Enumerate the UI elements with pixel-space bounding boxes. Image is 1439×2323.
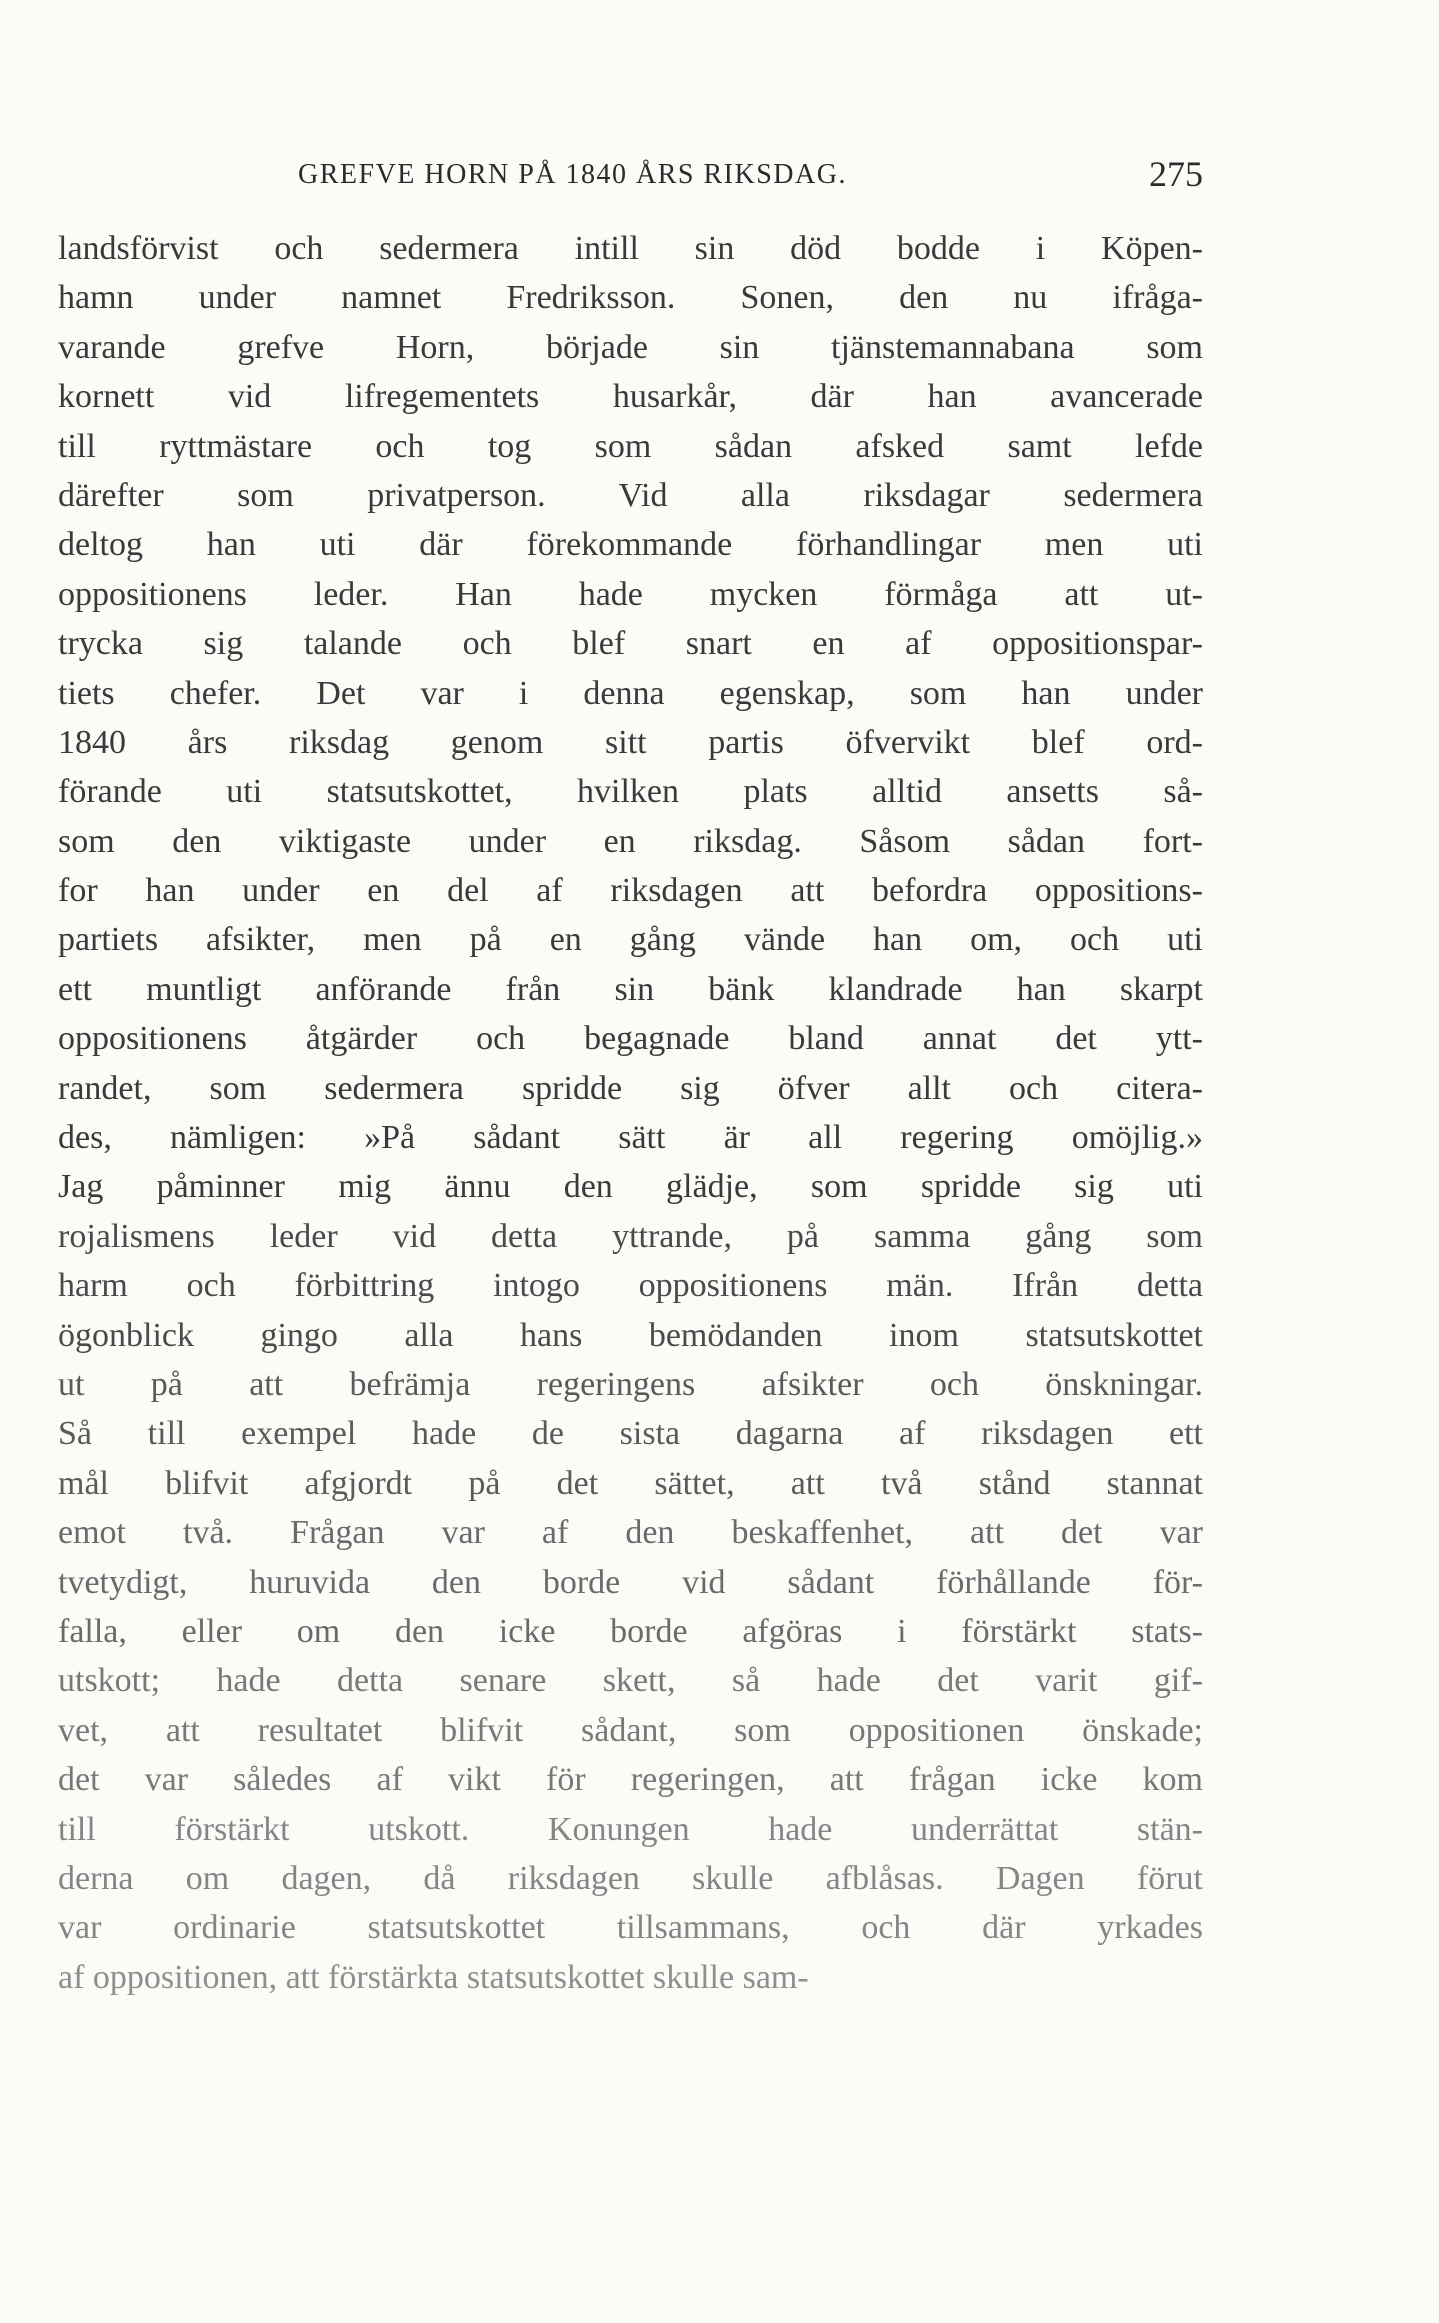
text-line: var ordinarie statsutskottet tillsammans, och där yrkades (58, 1909, 1203, 1947)
page-header (58, 153, 1203, 203)
page-number: 275 (1149, 154, 1203, 194)
text-line: rojalismens leder vid detta yttrande, på samma gång som (58, 1217, 1203, 1255)
text-line: till ryttmästare och tog som sådan afsked samt lefde (58, 427, 1203, 465)
text-line: förande uti statsutskottet, hvilken plats alltid ansetts så- (58, 773, 1203, 811)
text-line: till förstärkt utskott. Konungen hade underrättat stän- (58, 1810, 1203, 1848)
text-line: trycka sig talande och blef snart en af oppositionspar- (58, 625, 1203, 663)
text-line: det var således af vikt för regeringen, att frågan icke kom (58, 1761, 1203, 1799)
text-line: utskott; hade detta senare skett, så hade det varit gif- (58, 1662, 1203, 1700)
text-line: des, nämligen: »På sådant sätt är all regering omöjlig.» (58, 1119, 1203, 1157)
text-line: vet, att resultatet blifvit sådant, som oppositionen önskade; (58, 1711, 1203, 1749)
text-line: ögonblick gingo alla hans bemödanden inom statsutskottet (58, 1316, 1203, 1354)
text-line: randet, som sedermera spridde sig öfver allt och citera- (58, 1069, 1203, 1107)
text-line: falla, eller om den icke borde afgöras i förstärkt stats- (58, 1612, 1203, 1650)
text-line: kornett vid lifregementets husarkår, där han avancerade (58, 378, 1203, 416)
text-line: tiets chefer. Det var i denna egenskap, som han under (58, 674, 1203, 712)
text-line: oppositionens leder. Han hade mycken förmåga att ut- (58, 575, 1203, 613)
text-line: varande grefve Horn, började sin tjänstemannabana som (58, 328, 1203, 366)
text-line: tvetydigt, huruvida den borde vid sådant förhållande för- (58, 1563, 1203, 1601)
text-line: hamn under namnet Fredriksson. Sonen, den nu ifråga- (58, 279, 1203, 317)
text-line: Jag påminner mig ännu den glädje, som spridde sig uti (58, 1168, 1203, 1206)
text-line: ett muntligt anförande från sin bänk klandrade han skarpt (58, 970, 1203, 1008)
text-line: landsförvist och sedermera intill sin död bodde i Köpen- (58, 230, 1203, 267)
text-line: mål blifvit afgjordt på det sättet, att två stånd stannat (58, 1464, 1203, 1502)
text-line: deltog han uti där förekommande förhandlingar men uti (58, 526, 1203, 564)
text-line: därefter som privatperson. Vid alla riksdagar sedermera (58, 476, 1203, 514)
body-text (58, 224, 1203, 2002)
text-line: 1840 års riksdag genom sitt partis öfvervikt blef ord- (58, 723, 1203, 761)
text-line: for han under en del af riksdagen att befordra oppositions- (58, 872, 1203, 910)
text-line: partiets afsikter, men på en gång vände han om, och uti (58, 921, 1203, 959)
text-line: som den viktigaste under en riksdag. Såsom sådan fort- (58, 822, 1203, 860)
text-line: ut på att befrämja regeringens afsikter och önskningar. (58, 1365, 1203, 1403)
text-line: Så till exempel hade de sista dagarna af riksdagen ett (58, 1415, 1203, 1453)
text-line: emot två. Frågan var af den beskaffenhet, att det var (58, 1514, 1203, 1552)
text-line: oppositionens åtgärder och begagnade bland annat det ytt- (58, 1020, 1203, 1058)
text-line: harm och förbittring intogo oppositionens män. Ifrån detta (58, 1267, 1203, 1305)
running-title: GREFVE HORN PÅ 1840 ÅRS RIKSDAG. (298, 159, 847, 190)
text-line: derna om dagen, då riksdagen skulle afblåsas. Dagen förut (58, 1859, 1203, 1897)
text-line: af oppositionen, att förstärkta statsutskottet skulle sam- (58, 1958, 809, 1996)
